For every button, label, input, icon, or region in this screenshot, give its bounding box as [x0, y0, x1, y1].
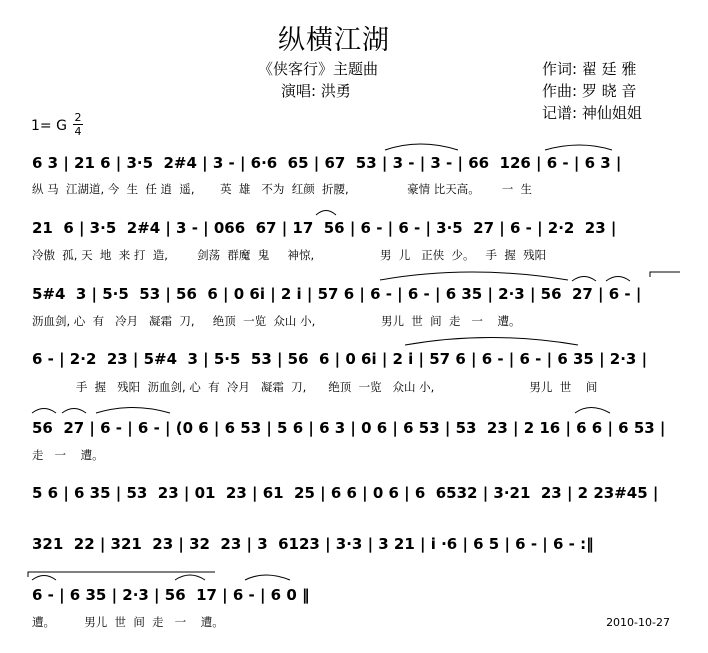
lyric-line-2: 冷傲 孤, 天 地 来 打 造, 剑荡 群魔 鬼 神惊, 男 儿 正侠 少。 手 握 残阳 [32, 248, 547, 262]
singer-credit: 演唱: 洪勇 [281, 82, 351, 100]
slur-mark [405, 338, 578, 346]
slur-mark [572, 277, 596, 282]
key-signature: 1= G [31, 118, 67, 134]
volta-bracket [28, 572, 215, 577]
time-signature [73, 112, 83, 137]
slur-mark [316, 211, 336, 216]
lyric-line-3: 沥血剑, 心 有 冷月 凝霜 刀, 绝顶 一览 众山 小, 男儿 世 间 走 一 遭。 [32, 314, 521, 328]
time-signature-top: 2 [74, 111, 82, 124]
time-signature-bottom: 4 [74, 125, 82, 138]
slur-mark [385, 144, 458, 150]
lyric-line-4: 手 握 残阳 沥血剑, 心 有 冷月 凝霜 刀, 绝顶 一览 众山 小, 男儿 世 间 [32, 380, 598, 394]
subtitle: 《侠客行》主题曲 [258, 60, 379, 78]
notation-line-1: 6 3 | 21 6 | 3·5 2#4 | 3 - | 6·6 65 | 67 53 | 3 - | 3 - | 66 126 | 6 - | 6 3 | [32, 154, 622, 172]
volta-bracket [650, 272, 680, 277]
notation-line-2: 21 6 | 3·5 2#4 | 3 - | 066 67 | 17 56 | 6 - | 6 - | 3·5 27 | 6 - | 2·2 23 | [32, 219, 617, 237]
slur-mark [380, 272, 568, 280]
notation-line-8: 6 - | 6 35 | 2·3 | 56 17 | 6 - | 6 0 ‖ [32, 586, 310, 604]
slur-mark [575, 408, 610, 414]
lyricist-credit: 作词: 翟 廷 雅 [542, 60, 637, 78]
slur-mark [175, 575, 205, 580]
lyric-line-1: 纵 马 江湖道, 今 生 任 逍 遥, 英 雄 不为 红颜 折腰, 豪情 比天高。 一 生 [32, 182, 533, 196]
slur-mark [245, 575, 290, 580]
notation-line-5: 56 27 | 6 - | 6 - | (0 6 | 6 53 | 5 6 | 6 3 | 0 6 | 6 53 | 53 23 | 2 16 | 6 6 | 6 53 | [32, 419, 666, 437]
lyric-line-5: 走 一 遭。 [32, 448, 104, 462]
composer-credit: 作曲: 罗 晓 音 [542, 82, 637, 100]
song-title: 纵横江湖 [278, 25, 390, 56]
slur-mark [545, 145, 612, 150]
slur-mark [62, 409, 86, 414]
notation-line-7: 321 22 | 321 23 | 32 23 | 3 6123 | 3·3 | 3 21 | i ·6 | 6 5 | 6 - | 6 - :‖ [32, 535, 594, 553]
slur-mark [606, 277, 630, 282]
notation-line-4: 6 - | 2·2 23 | 5#4 3 | 5·5 53 | 56 6 | 0 6i | 2 i | 57 6 | 6 - | 6 - | 6 35 | 2·3 | [32, 350, 648, 368]
lyric-line-8: 遭。 男儿 世 间 走 一 遭。 [32, 615, 224, 629]
transcriber-credit: 记谱: 神仙姐姐 [542, 104, 642, 122]
slur-mark [96, 408, 170, 414]
transcription-date: 2010-10-27 [606, 616, 670, 629]
notation-line-6: 5 6 | 6 35 | 53 23 | 01 23 | 61 25 | 6 6 | 0 6 | 6 6532 | 3·21 23 | 2 23#45 | [32, 484, 659, 502]
slur-mark [32, 409, 56, 414]
slur-mark [32, 576, 56, 581]
notation-line-3: 5#4 3 | 5·5 53 | 56 6 | 0 6i | 2 i | 57 6 | 6 - | 6 - | 6 35 | 2·3 | 56 27 | 6 - | [32, 285, 642, 303]
